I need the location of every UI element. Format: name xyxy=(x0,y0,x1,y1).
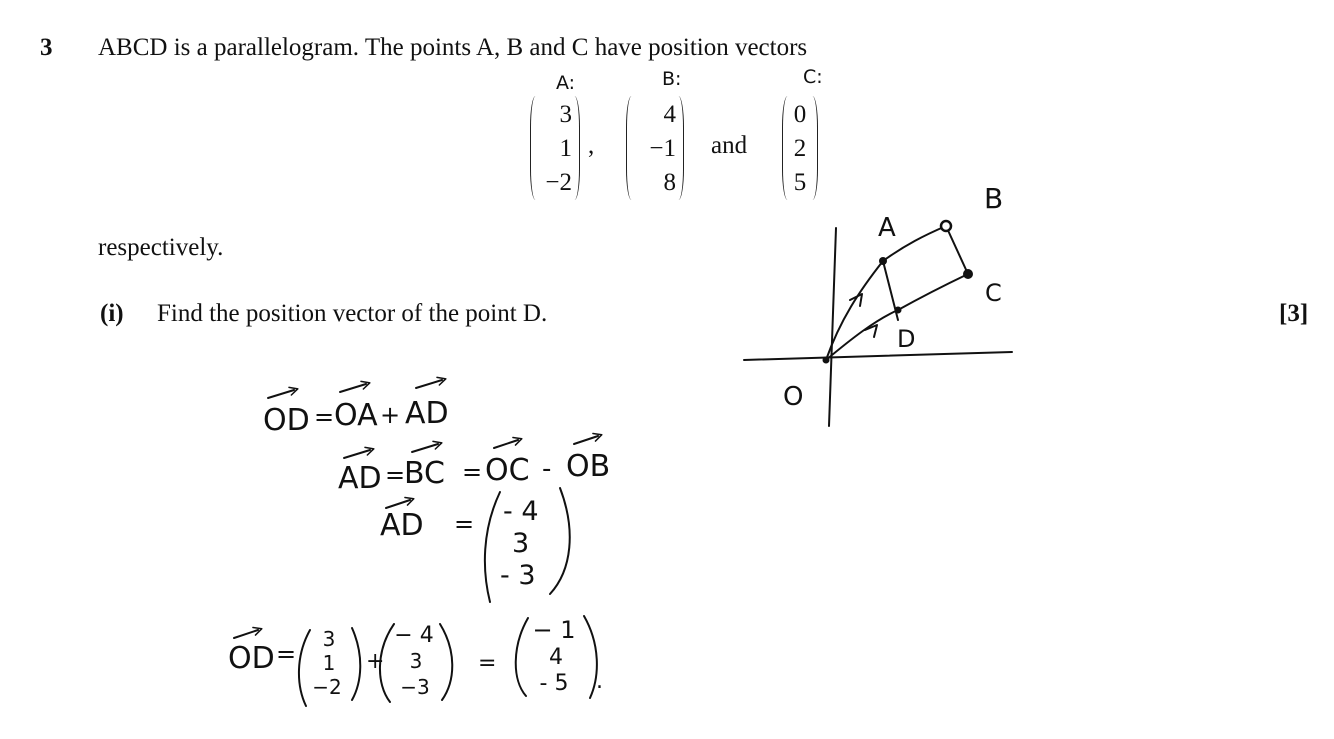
v2-y: 3 xyxy=(409,649,423,673)
ad-z: - 3 xyxy=(500,560,536,591)
tag-a: A: xyxy=(556,72,576,94)
part-question: Find the position vector of the point D. xyxy=(157,300,548,327)
sketch-x-axis xyxy=(744,352,1012,360)
term-od: OD xyxy=(228,641,275,676)
right-bracket-icon xyxy=(584,616,597,698)
point-a-dot xyxy=(879,257,887,265)
equals: = xyxy=(454,510,475,538)
part-label: (i) xyxy=(100,300,124,327)
vector-b-y: −1 xyxy=(649,135,676,162)
equals: = xyxy=(385,461,406,489)
parallelogram-sketch xyxy=(744,182,1012,426)
left-bracket-icon xyxy=(299,630,310,706)
working-line-1 xyxy=(263,380,449,438)
sketch-label-a: A xyxy=(878,213,896,243)
question-stem: ABCD is a parallelogram. The points A, B and C have position vectors xyxy=(98,34,808,61)
right-bracket-icon xyxy=(550,488,570,594)
v1-z: −2 xyxy=(312,675,342,699)
v2-x: − 4 xyxy=(394,623,434,648)
term-ob: OB xyxy=(566,449,611,484)
plus: + xyxy=(366,649,385,674)
term-oc: OC xyxy=(485,453,530,488)
equals: = xyxy=(462,458,483,486)
question-number: 3 xyxy=(40,34,53,61)
point-d-dot xyxy=(895,307,902,314)
v2-z: −3 xyxy=(400,675,430,699)
ad-x: - 4 xyxy=(503,496,539,527)
period: . xyxy=(596,669,603,694)
term-ad: AD xyxy=(405,396,449,431)
sketch-label-o: O xyxy=(783,382,804,412)
result-y: 4 xyxy=(549,645,563,670)
sketch-bc-line xyxy=(946,226,968,274)
sketch-dc-line xyxy=(898,274,968,310)
vector-b-x: 4 xyxy=(663,101,676,128)
left-bracket-icon xyxy=(516,618,528,696)
point-c-dot xyxy=(963,269,973,279)
right-bracket-icon xyxy=(440,624,452,700)
tag-c: C: xyxy=(803,66,823,88)
plus: + xyxy=(380,401,401,429)
sketch-label-c: C xyxy=(985,279,1002,307)
minus: - xyxy=(542,454,552,484)
vector-a-z: −2 xyxy=(545,169,572,196)
vector-b-z: 8 xyxy=(663,169,676,196)
arrow-icon xyxy=(865,325,877,337)
marks-label: [3] xyxy=(1279,300,1309,327)
tag-b: B: xyxy=(662,68,682,90)
origin-dot xyxy=(823,357,830,364)
result-z: - 5 xyxy=(539,671,569,696)
term-oa: OA xyxy=(334,398,378,433)
point-b-dot xyxy=(941,221,951,231)
v1-x: 3 xyxy=(322,627,336,651)
left-bracket-icon xyxy=(485,492,500,602)
working-line-2 xyxy=(338,436,610,496)
result-x: − 1 xyxy=(532,616,576,644)
term-ad: AD xyxy=(380,508,424,543)
equals: = xyxy=(276,640,297,668)
vector-c-x: 0 xyxy=(793,101,807,128)
term-bc: BC xyxy=(404,456,446,491)
respectively-text: respectively. xyxy=(98,234,224,261)
vector-a-x: 3 xyxy=(559,101,572,128)
working-line-3 xyxy=(380,488,570,602)
ad-y: 3 xyxy=(512,528,530,559)
vector-comma: , xyxy=(588,132,595,159)
v1-y: 1 xyxy=(322,651,336,675)
equals: = xyxy=(478,651,497,676)
vector-a-y: 1 xyxy=(559,135,572,162)
and-word: and xyxy=(711,132,748,159)
equals: = xyxy=(314,403,335,431)
term-od: OD xyxy=(263,403,310,438)
sketch-label-d: D xyxy=(897,325,916,353)
vector-c-y: 2 xyxy=(793,135,807,162)
term-ad: AD xyxy=(338,461,382,496)
working-line-4 xyxy=(228,616,603,706)
vector-c-z: 5 xyxy=(793,169,807,196)
sketch-y-axis xyxy=(829,228,836,426)
sketch-label-b: B xyxy=(984,182,1004,215)
right-bracket-icon xyxy=(352,628,360,700)
